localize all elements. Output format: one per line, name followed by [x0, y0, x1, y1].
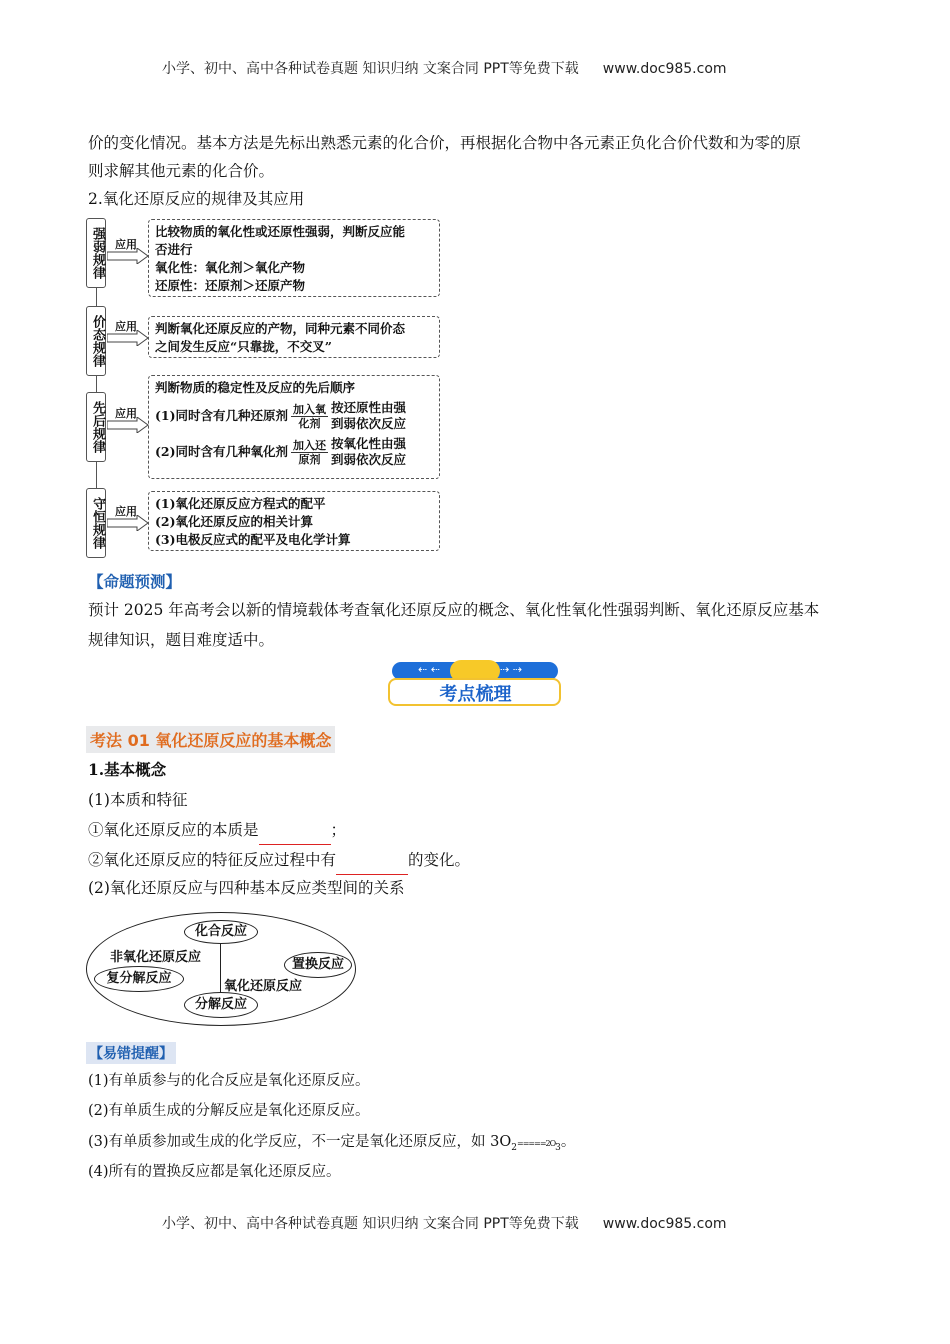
header-url[interactable]: www.doc985.com: [602, 61, 727, 77]
rule1-line4: 还原性：还原剂＞还原产物: [155, 278, 306, 293]
q2-text: ②氧化还原反应的特征反应过程中有: [88, 851, 337, 869]
rule4-line1: (1)氧化还原反应方程式的配平: [155, 496, 326, 511]
rule-strength-label: 强弱规律: [86, 218, 106, 288]
rule1-line3: 氧化性：氧化剂＞氧化产物: [155, 260, 306, 275]
w3-sub2: 3: [555, 1142, 561, 1153]
rule3-case-a: [155, 400, 433, 432]
rule2-box: [148, 316, 440, 358]
redox-label: 氧化还原反应: [224, 979, 303, 994]
combine-reaction: 化合反应: [184, 920, 258, 944]
rule3-a-top: 加入氧: [293, 402, 327, 416]
intro-line1: 价的变化情况。基本方法是先标出熟悉元素的化合价，再根据化合物中各元素正负化合价代数和为零的原: [88, 134, 802, 152]
rule1-line2: 否进行: [155, 242, 193, 257]
banner-arrows-right: ⇢ ⇢: [500, 663, 522, 676]
q1-text: ①氧化还原反应的本质是: [88, 821, 259, 839]
rule3-b-post2: 到弱依次反应: [331, 452, 407, 467]
rule2-arrow-icon: [107, 330, 149, 346]
w3-eq: =====2O: [517, 1139, 556, 1148]
double-decomposition-reaction: 复分解反应: [94, 966, 184, 992]
rule3-box: [148, 375, 440, 479]
section-sub2: (2)氧化还原反应与四种基本反应类型间的关系: [88, 879, 405, 897]
rule-order-label: 先后规律: [86, 392, 106, 462]
intro-line2: 则求解其他元素的化合价。: [88, 162, 275, 180]
warning-tag: 【易错提醒】: [86, 1042, 176, 1064]
q1-blank[interactable]: [259, 826, 331, 845]
banner-title: 考点梳理: [439, 684, 512, 705]
diagram-divider: [220, 940, 221, 995]
q1-end: ；: [330, 821, 347, 839]
w3-sub1: 2: [511, 1142, 517, 1153]
prediction-line1: 预计 2025 年高考会以新的情境载体考查氧化还原反应的概念、氧化性氧化性强弱判断、氧化还原反应基本: [88, 601, 820, 619]
header-text: 小学、初中、高中各种试卷真题 知识归纳 文案合同 PPT等免费下载: [162, 61, 579, 77]
rule1-line1: 比较物质的氧化性或还原性强弱，判断反应能: [155, 224, 406, 239]
rule4-arrow-icon: [107, 515, 149, 531]
rule3-a-bot: 化剂: [298, 416, 321, 430]
rule3-a-post: [331, 400, 406, 432]
page-header: [162, 58, 727, 78]
warning-4: (4)所有的置换反应都是氧化还原反应。: [88, 1164, 341, 1180]
rule3-b-post1: 按氧化性由强: [331, 436, 407, 451]
w3-end: 。: [560, 1134, 576, 1150]
replacement-reaction: 置换反应: [284, 952, 352, 978]
rule4-line2: (2)氧化还原反应的相关计算: [155, 514, 314, 529]
banner-arrows-left: ⇠ ⇠: [418, 663, 440, 676]
warning-2: (2)有单质生成的分解反应是氧化还原反应。: [88, 1103, 370, 1119]
rule3-a-post1: 按还原性由强: [331, 400, 407, 415]
section-title: 考法 01 氧化还原反应的基本概念: [86, 726, 335, 753]
rule3-a-post2: 到弱依次反应: [331, 416, 407, 431]
section-sub1: (1)本质和特征: [88, 791, 188, 809]
prediction-tag: 【命题预测】: [88, 572, 182, 591]
w3-text: (3)有单质参加或生成的化学反应，不一定是氧化还原反应，如 3O: [88, 1134, 512, 1150]
rule1-apply-label: 应用: [115, 238, 137, 251]
rule3-apply-label: 应用: [115, 407, 137, 420]
non-redox-label: 非氧化还原反应: [110, 950, 202, 965]
rule2-apply-label: 应用: [115, 320, 137, 333]
rule3-a-condition: [291, 403, 328, 430]
section-q2: [88, 845, 470, 875]
rule3-line1: 判断物质的稳定性及反应的先后顺序: [155, 380, 356, 395]
rule3-b-pre: (2)同时含有几种氧化剂: [155, 444, 289, 459]
rule2-line1: 判断氧化还原反应的产物，同种元素不同价态: [155, 321, 406, 336]
rule4-box: [148, 491, 440, 551]
footer-text: 小学、初中、高中各种试卷真题 知识归纳 文案合同 PPT等免费下载: [162, 1216, 579, 1232]
rule-conservation-label: 守恒规律: [86, 488, 106, 558]
rule1-arrow-icon: [107, 248, 149, 264]
rule3-b-post: [331, 436, 406, 468]
footer-url[interactable]: www.doc985.com: [602, 1216, 727, 1232]
section-banner: [388, 660, 563, 708]
intro-heading: 2.氧化还原反应的规律及其应用: [88, 190, 305, 208]
rule3-b-top: 加入还: [293, 438, 327, 452]
rule3-b-bot: 原剂: [298, 452, 321, 466]
prediction-line2: 规律知识，题目难度适中。: [88, 631, 275, 649]
warning-1: (1)有单质参与的化合反应是氧化还原反应。: [88, 1073, 370, 1089]
section-q1: [88, 815, 346, 845]
q2-end: 的变化。: [408, 851, 471, 869]
page-footer: [162, 1213, 727, 1233]
rule1-box: [148, 219, 440, 297]
rule3-a-pre: (1)同时含有几种还原剂: [155, 408, 289, 423]
rule3-b-condition: [291, 439, 328, 466]
rule2-line2: 之间发生反应“只靠拢，不交叉”: [155, 339, 332, 354]
rule4-apply-label: 应用: [115, 505, 137, 518]
rule3-case-b: [155, 436, 433, 468]
section-heading: 1.基本概念: [88, 760, 167, 779]
rule4-line3: (3)电极反应式的配平及电化学计算: [155, 532, 351, 547]
decomposition-reaction: 分解反应: [184, 992, 258, 1018]
rule3-arrow-icon: [107, 417, 149, 433]
rule-valence-label: 价态规律: [86, 306, 106, 376]
